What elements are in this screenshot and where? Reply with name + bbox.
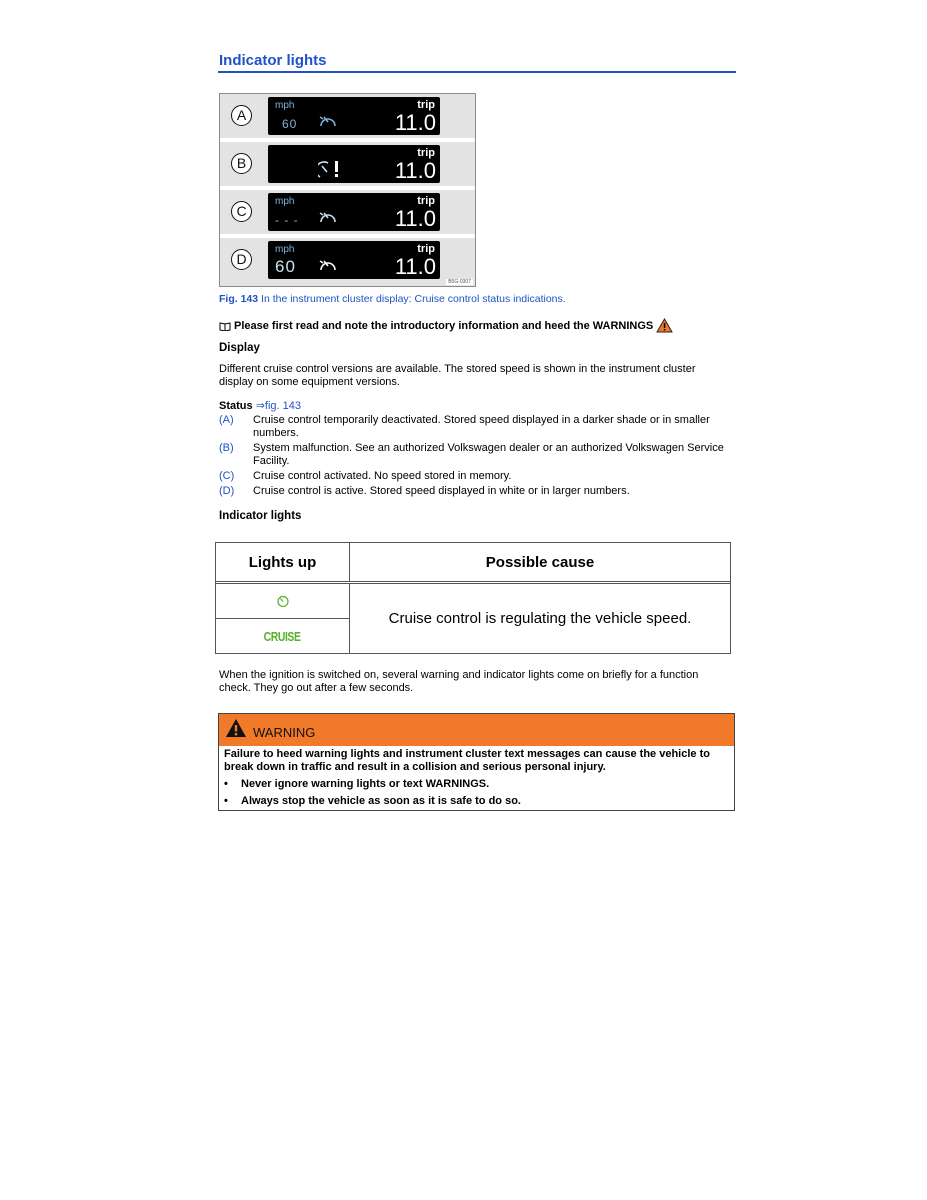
item-label: (C)	[219, 470, 235, 482]
bullet-icon: •	[224, 795, 228, 807]
indicator-heading: Indicator lights	[219, 510, 302, 522]
table-cell	[216, 584, 350, 619]
trip-label: trip	[417, 243, 435, 255]
unit-label: mph	[275, 100, 295, 111]
stored-speed: 60	[282, 117, 298, 131]
trip-label: trip	[417, 99, 435, 111]
trip-value: 11.0	[394, 254, 436, 279]
list-item	[219, 442, 731, 468]
item-text: Cruise control activated. No speed stored in memory.	[253, 470, 512, 482]
warning-body	[224, 748, 732, 808]
stored-speed: 60	[275, 257, 296, 276]
cruise-control-figure	[219, 93, 476, 287]
item-text: System malfunction. See an authorized Volkswagen dealer or an authorized Volkswagen Service Facility.	[253, 442, 724, 467]
warning-text: Failure to heed warning lights and instrument cluster text messages can cause the vehicle to break down in traffic and result in a collision and serious personal injury.	[224, 748, 710, 773]
figure-caption	[219, 293, 566, 305]
cluster-display	[268, 145, 440, 183]
unit-label: mph	[275, 196, 295, 207]
item-text: Cruise control is active. Stored speed displayed in white or in larger numbers.	[253, 485, 630, 497]
cluster-display	[268, 97, 440, 135]
figure-row-a	[220, 94, 475, 138]
figure-row-c	[220, 190, 475, 234]
warning-header	[219, 714, 734, 746]
item-label: (D)	[219, 485, 235, 497]
list-item	[219, 414, 731, 440]
status-list	[219, 414, 731, 500]
figure-label: Fig. 143	[219, 293, 259, 305]
possible-cause-cell: Cruise control is regulating the vehicle speed.	[388, 610, 692, 627]
figure-row-d	[220, 238, 475, 286]
trip-value: 11.0	[394, 110, 436, 135]
cruise-control-icon	[318, 113, 338, 129]
bullet-text: Always stop the vehicle as soon as it is safe to do so.	[241, 795, 521, 807]
intro-text: Please first read and note the introductory information and heed the WARNINGS	[234, 319, 654, 332]
warning-title: WARNING	[253, 725, 316, 740]
warning-triangle-icon	[225, 718, 247, 738]
trip-value: 11.0	[394, 206, 436, 231]
list-item	[224, 795, 732, 808]
row-letter: A	[231, 105, 252, 126]
cruise-control-icon	[318, 209, 338, 225]
status-heading	[219, 399, 301, 412]
table-cell	[216, 619, 350, 653]
display-paragraph: Different cruise control versions are available. The stored speed is shown in the instrument cluster display on some equipment versions.	[219, 363, 696, 388]
figure-row-b	[220, 142, 475, 186]
warning-triangle-icon	[656, 318, 673, 333]
intro-notice	[219, 318, 673, 333]
cruise-indicator-label: CRUISE	[264, 628, 301, 644]
bullet-text: Never ignore warning lights or text WARNINGS.	[241, 778, 490, 790]
item-text: Cruise control temporarily deactivated. Stored speed displayed in a darker shade or in smaller numbers.	[253, 414, 710, 439]
item-label: (A)	[219, 414, 234, 426]
book-icon	[219, 321, 231, 331]
cluster-display	[268, 241, 440, 279]
warning-box	[218, 713, 735, 811]
list-item	[219, 485, 731, 498]
column-header-possible-cause: Possible cause	[485, 553, 595, 571]
unit-label: mph	[275, 244, 295, 255]
item-label: (B)	[219, 442, 234, 454]
cruise-control-warning-icon	[318, 158, 344, 180]
indicator-table	[215, 542, 731, 654]
title-divider	[218, 71, 736, 73]
row-letter: D	[231, 249, 252, 270]
status-label: Status	[219, 400, 253, 412]
figure-link[interactable]: ⇒fig. 143	[255, 400, 301, 412]
caption-text: In the instrument cluster display: Cruise control status indications.	[258, 293, 566, 305]
stored-speed: - - -	[275, 213, 299, 227]
cluster-display	[268, 193, 440, 231]
cruise-control-icon	[276, 595, 290, 607]
trip-value: 11.0	[394, 158, 436, 183]
section-title: Indicator lights	[219, 52, 327, 69]
ignition-paragraph: When the ignition is switched on, several warning and indicator lights come on briefly for a function check. They go out after a few seconds.	[219, 669, 699, 694]
row-letter: C	[231, 201, 252, 222]
trip-label: trip	[417, 195, 435, 207]
list-item	[224, 778, 732, 791]
figure-code: B5G-0307	[448, 279, 471, 285]
column-header-lights-up: Lights up	[216, 543, 350, 581]
display-heading: Display	[219, 342, 260, 354]
trip-label: trip	[417, 147, 435, 159]
row-letter: B	[231, 153, 252, 174]
list-item	[219, 470, 731, 483]
bullet-icon: •	[224, 778, 228, 790]
cruise-control-icon	[318, 257, 338, 273]
